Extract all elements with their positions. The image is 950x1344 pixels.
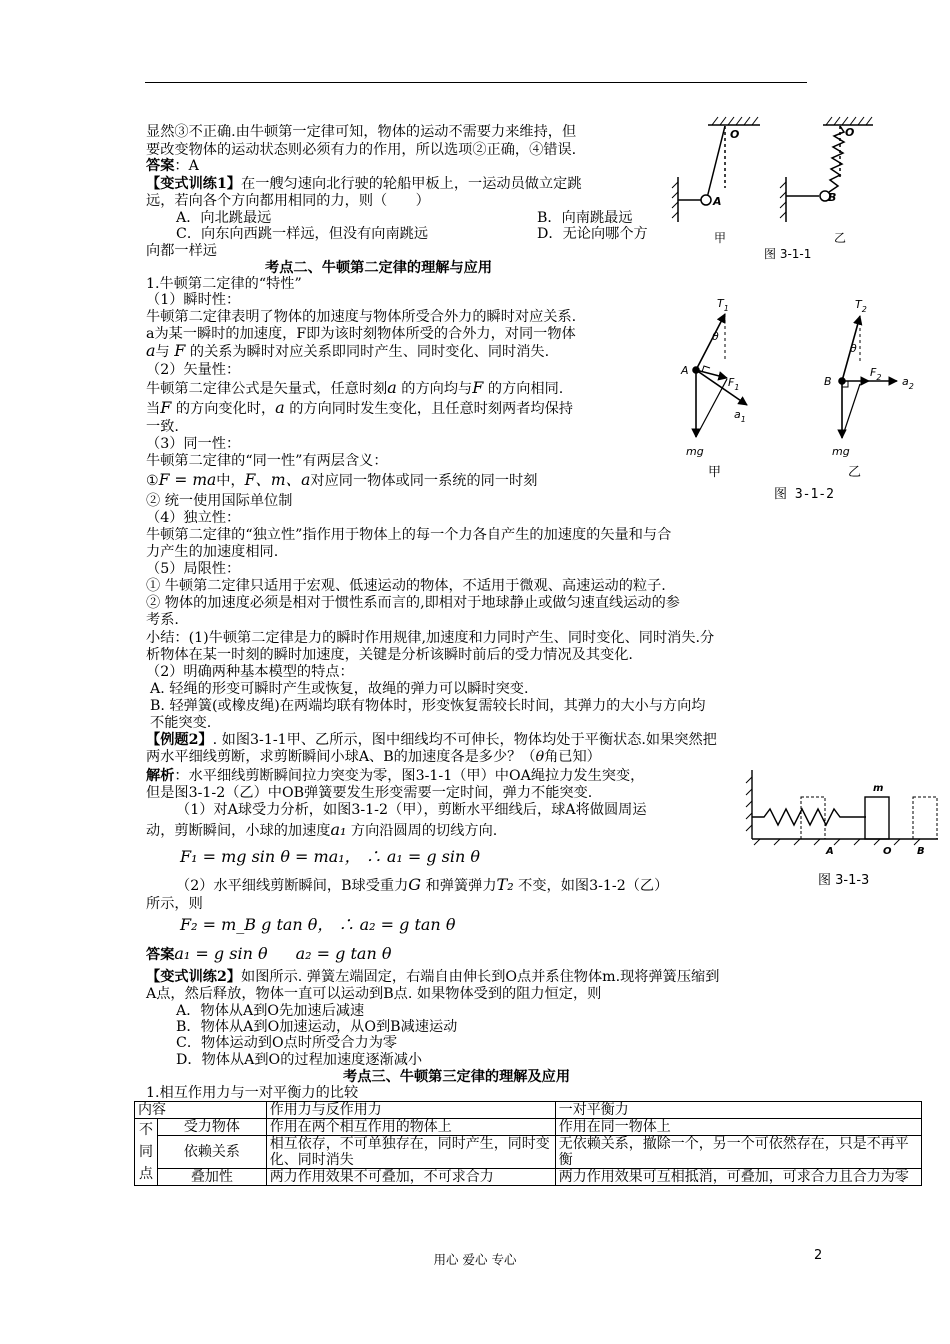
text-line: 远，若向各个方向都用相同的力，则（ ）: [146, 193, 430, 209]
text-line: （2）明确两种基本模型的特点：: [146, 664, 354, 680]
text: 角已知）: [544, 749, 601, 765]
answer-eq: a₁ = g sin θ: [174, 944, 268, 963]
header-rule: [145, 82, 807, 83]
table-cell: 两力作用效果不可叠加，不可求合力: [266, 1169, 555, 1186]
text: 两水平细线剪断，求剪断瞬间小球A、B的加速度各是多少？（: [146, 749, 536, 765]
option-b: B．向南跳最远: [537, 210, 633, 226]
table-cell: 依赖关系: [158, 1136, 267, 1169]
example-text: . 如图3-1-1甲、乙所示，图中细线均不可伸长，物体均处于平衡状态.如果突然把: [212, 732, 717, 748]
text-line: a为某一瞬时的加速度，F即为该时刻物体所受的合外力，对同一物体: [146, 326, 576, 342]
subheading: （2）矢量性：: [146, 362, 241, 378]
page-footer: 用心 爱心 专心: [433, 1252, 517, 1267]
text: 如图所示. 弹簧左端固定，右端自由伸长到O点并系住物体m.现将弹簧压缩到: [241, 969, 720, 985]
text-line: ② 物体的加速度必须是相对于惯性系而言的,即相对于地球静止或做匀速直线运动的参: [146, 595, 680, 611]
fig-label-o: O: [845, 126, 855, 139]
table-cell: 作用在两个相互作用的物体上: [266, 1119, 555, 1136]
text: 牛顿第二定律公式是矢量式，任意时刻: [146, 381, 388, 397]
text: 的关系为瞬时对应关系即同时产生、同时变化、同时消失.: [189, 344, 550, 360]
text-line: 但是图3-1-2（乙）中OB弹簧要发生形变需要一定时间，弹力不能突变.: [146, 785, 593, 801]
fig-label-f2: $F_2$: [870, 366, 882, 382]
table-cell: 两力作用效果可互相抵消，可叠加，可求合力且合力为零: [555, 1169, 921, 1186]
fig-label-a2: $a_2$: [902, 375, 914, 391]
answer-line: [146, 158, 199, 174]
exercise-line: [146, 969, 719, 985]
figure-caption: 图 3-1-2: [774, 487, 834, 502]
option-b: B．物体从A到O加速运动，从O到B减速运动: [176, 1019, 458, 1035]
math-vars: F、m、a: [244, 471, 311, 489]
math-theta: θ: [535, 749, 545, 765]
text-line: 要改变物体的运动状态则必须有力的作用，所以选项②正确，④错误.: [146, 142, 577, 158]
table-row: [135, 1136, 922, 1169]
fig-label-b: B: [917, 846, 925, 857]
fig-label-a: A: [681, 364, 689, 377]
math-f: F: [160, 398, 172, 417]
table-header: 作用力与反作用力: [266, 1102, 555, 1119]
text-line: A点，然后释放，物体一直可以运动到B点. 如果物体受到的阻力恒定，则: [146, 986, 602, 1002]
figure-3-1-1: [668, 112, 878, 262]
text: 的方向变化时，: [175, 401, 276, 417]
text-line: ② 统一使用国际单位制: [146, 493, 293, 509]
math-a: a: [275, 398, 285, 417]
option-a: A．物体从A到O先加速后减速: [176, 1003, 365, 1019]
figure-3-1-3: [740, 765, 945, 890]
exercise-label: 【变式训练1】: [146, 176, 241, 192]
fig-label-jia: 甲: [714, 231, 727, 245]
subheading: （3）同一性：: [146, 436, 241, 452]
text: 不变，如图3-1-2（乙）: [518, 878, 669, 894]
text-line: [176, 877, 668, 894]
answer-line: [146, 946, 391, 963]
fig-label-f1: $F_1$: [728, 376, 740, 392]
text: ：水平细线剪断瞬间拉力突变为零，图3-1-1（甲）中OA绳拉力发生突变，: [174, 768, 645, 784]
table-row: [135, 1119, 922, 1136]
table-cell: 受力物体: [158, 1119, 267, 1136]
fig-label-a: A: [826, 846, 834, 857]
figure-3-1-2: [672, 292, 934, 504]
answer-label: 答案: [146, 947, 175, 963]
math-f: F: [174, 341, 186, 360]
exercise-line: [146, 176, 582, 192]
option-a: A．向北跳最远: [176, 210, 272, 226]
text: 的方向同时发生变化，且任意时刻两者均保持: [289, 401, 573, 417]
section-title: 考点二、牛顿第二定律的理解与应用: [265, 260, 493, 276]
text-line: [146, 400, 573, 417]
subheading: （4）独立性：: [146, 510, 241, 526]
text-line: 1.相互作用力与一对平衡力的比较: [146, 1085, 359, 1101]
fig-label-theta: θ: [850, 342, 857, 355]
table-cell: 作用在同一物体上: [555, 1119, 921, 1136]
example-line: [146, 732, 717, 748]
equation-1: F₁ = mg sin θ = ma₁， ∴ a₁ = g sin θ: [180, 847, 481, 866]
text-line: [146, 343, 549, 360]
text-line: A. 轻绳的形变可瞬时产生或恢复，故绳的弹力可以瞬时突变.: [150, 681, 529, 697]
text: 中，: [216, 473, 245, 489]
text: 与: [155, 344, 170, 360]
text: 的方向相同.: [487, 381, 564, 397]
exercise-text: 在一艘匀速向北行驶的轮船甲板上，一运动员做立定跳: [241, 176, 582, 192]
text: 动，剪断瞬间，小球的加速度: [146, 823, 331, 839]
text-line: 牛顿第二定律表明了物体的加速度与物体所受合外力的瞬时对应关系.: [146, 309, 577, 325]
group-label: 不同点: [139, 1122, 153, 1182]
answer-eq: a₂ = g tan θ: [295, 944, 392, 963]
text-line: 1.牛顿第二定律的“特性”: [146, 276, 302, 292]
text-line: 牛顿第二定律的“独立性”指作用于物体上的每一个力各自产生的加速度的矢量和与合: [146, 527, 672, 543]
table-cell: 无依赖关系，撤除一个，另一个可依然存在，只是不再平衡: [555, 1136, 921, 1169]
text: ①: [146, 473, 159, 489]
option-c: C．物体运动到O点时所受合力为零: [176, 1035, 398, 1051]
subheading: （1）瞬时性：: [146, 292, 241, 308]
text-line: [146, 472, 537, 489]
text-line: 所示，则: [146, 896, 203, 912]
text-line: 牛顿第二定律的“同一性”有两层含义：: [146, 453, 388, 469]
fig-label-b: B: [824, 375, 832, 388]
figure-caption: 图 3-1-3: [818, 873, 870, 888]
text: 和弹簧弹力: [425, 878, 497, 894]
math-f: F: [472, 378, 484, 397]
math-g: G: [408, 875, 422, 894]
equation: F = ma: [158, 471, 217, 489]
fig-label-theta: θ: [712, 330, 719, 343]
fig-label-t2: $T_2$: [855, 298, 867, 314]
comparison-table: [134, 1101, 922, 1186]
answer-value: ：A: [174, 158, 199, 174]
answer-label: 答案: [146, 158, 175, 174]
fig-label-a1: $a_1$: [734, 408, 746, 424]
text-line: [146, 380, 563, 397]
fig-label-t1: $T_1$: [717, 297, 729, 313]
fig-label-jia: 甲: [708, 465, 722, 480]
fig-label-mg: mg: [686, 445, 704, 458]
text-line: B. 轻弹簧(或橡皮绳)在两端均联有物体时，形变恢复需较长时间，其弹力的大小与方向均: [150, 698, 706, 714]
math-a1: a₁: [330, 820, 347, 839]
fig-label-b: B: [828, 191, 837, 204]
text-line: 力产生的加速度相同.: [146, 544, 279, 560]
text: 当: [146, 401, 161, 417]
page-number: 2: [814, 1248, 823, 1263]
text-line: 不能突变.: [150, 715, 212, 731]
text-line: 考系.: [146, 612, 179, 628]
table-row: [135, 1169, 922, 1186]
equation-2: F₂ = m_B g tan θ， ∴ a₂ = g tan θ: [180, 915, 456, 934]
text: 的方向均与: [401, 381, 473, 397]
fig-label-yi: 乙: [848, 465, 862, 480]
table-cell: 叠加性: [158, 1169, 267, 1186]
text-line: [146, 822, 497, 839]
table-group-cell: [135, 1119, 158, 1186]
fig-label-mg: mg: [832, 445, 850, 458]
solution-label: 解析: [146, 768, 175, 784]
math-t2: T₂: [496, 875, 514, 894]
text-line: 显然③不正确.由牛顿第一定律可知，物体的运动不需要力来维持，但: [146, 124, 577, 140]
subheading: （5）局限性：: [146, 561, 241, 577]
table-cell: 相互依存，不可单独存在，同时产生，同时变化、同时消失: [266, 1136, 555, 1169]
text-line: 一致.: [146, 419, 179, 435]
fig-label-o: O: [883, 846, 892, 857]
text: （2）水平细线剪断瞬间，B球受重力: [176, 878, 409, 894]
table-header: 内容: [135, 1102, 267, 1119]
table-header-row: [135, 1102, 922, 1119]
text: 方向沿圆周的切线方向.: [350, 823, 498, 839]
text-line: 析物体在某一时刻的瞬时加速度，关键是分析该瞬时前后的受力情况及其变化.: [146, 647, 633, 663]
text-line: 小结：(1)牛顿第二定律是力的瞬时作用规律,加速度和力同时产生、同时变化、同时消失.分: [146, 630, 715, 646]
fig-label-m: m: [873, 783, 884, 794]
fig-label-o: O: [730, 128, 740, 141]
text-line: （1）对A球受力分析，如图3-1-2（甲），剪断水平细线后，球A将做圆周运: [176, 802, 647, 818]
text: 对应同一物体或同一系统的同一时刻: [310, 473, 538, 489]
text-line: [146, 749, 601, 765]
solution-line: [146, 768, 644, 784]
figure-caption: 图 3-1-1: [764, 247, 812, 261]
fig-label-a: A: [713, 195, 722, 208]
text-line: ① 牛顿第二定律只适用于宏观、低速运动的物体，不适用于微观、高速运动的粒子.: [146, 578, 666, 594]
math-a: a: [146, 341, 156, 360]
text-line: 向都一样远: [146, 243, 217, 259]
option-c: C．向东向西跳一样远，但没有向南跳远: [176, 226, 429, 242]
option-d: D．无论向哪个方: [537, 226, 648, 242]
example-label: 【例题2】: [146, 732, 213, 748]
section-title: 考点三、牛顿第三定律的理解及应用: [343, 1069, 571, 1085]
exercise-label: 【变式训练2】: [146, 969, 241, 985]
table-header: 一对平衡力: [555, 1102, 921, 1119]
option-d: D．物体从A到O的过程加速度逐渐减小: [176, 1052, 423, 1068]
math-a: a: [387, 378, 397, 397]
fig-label-yi: 乙: [834, 231, 847, 245]
